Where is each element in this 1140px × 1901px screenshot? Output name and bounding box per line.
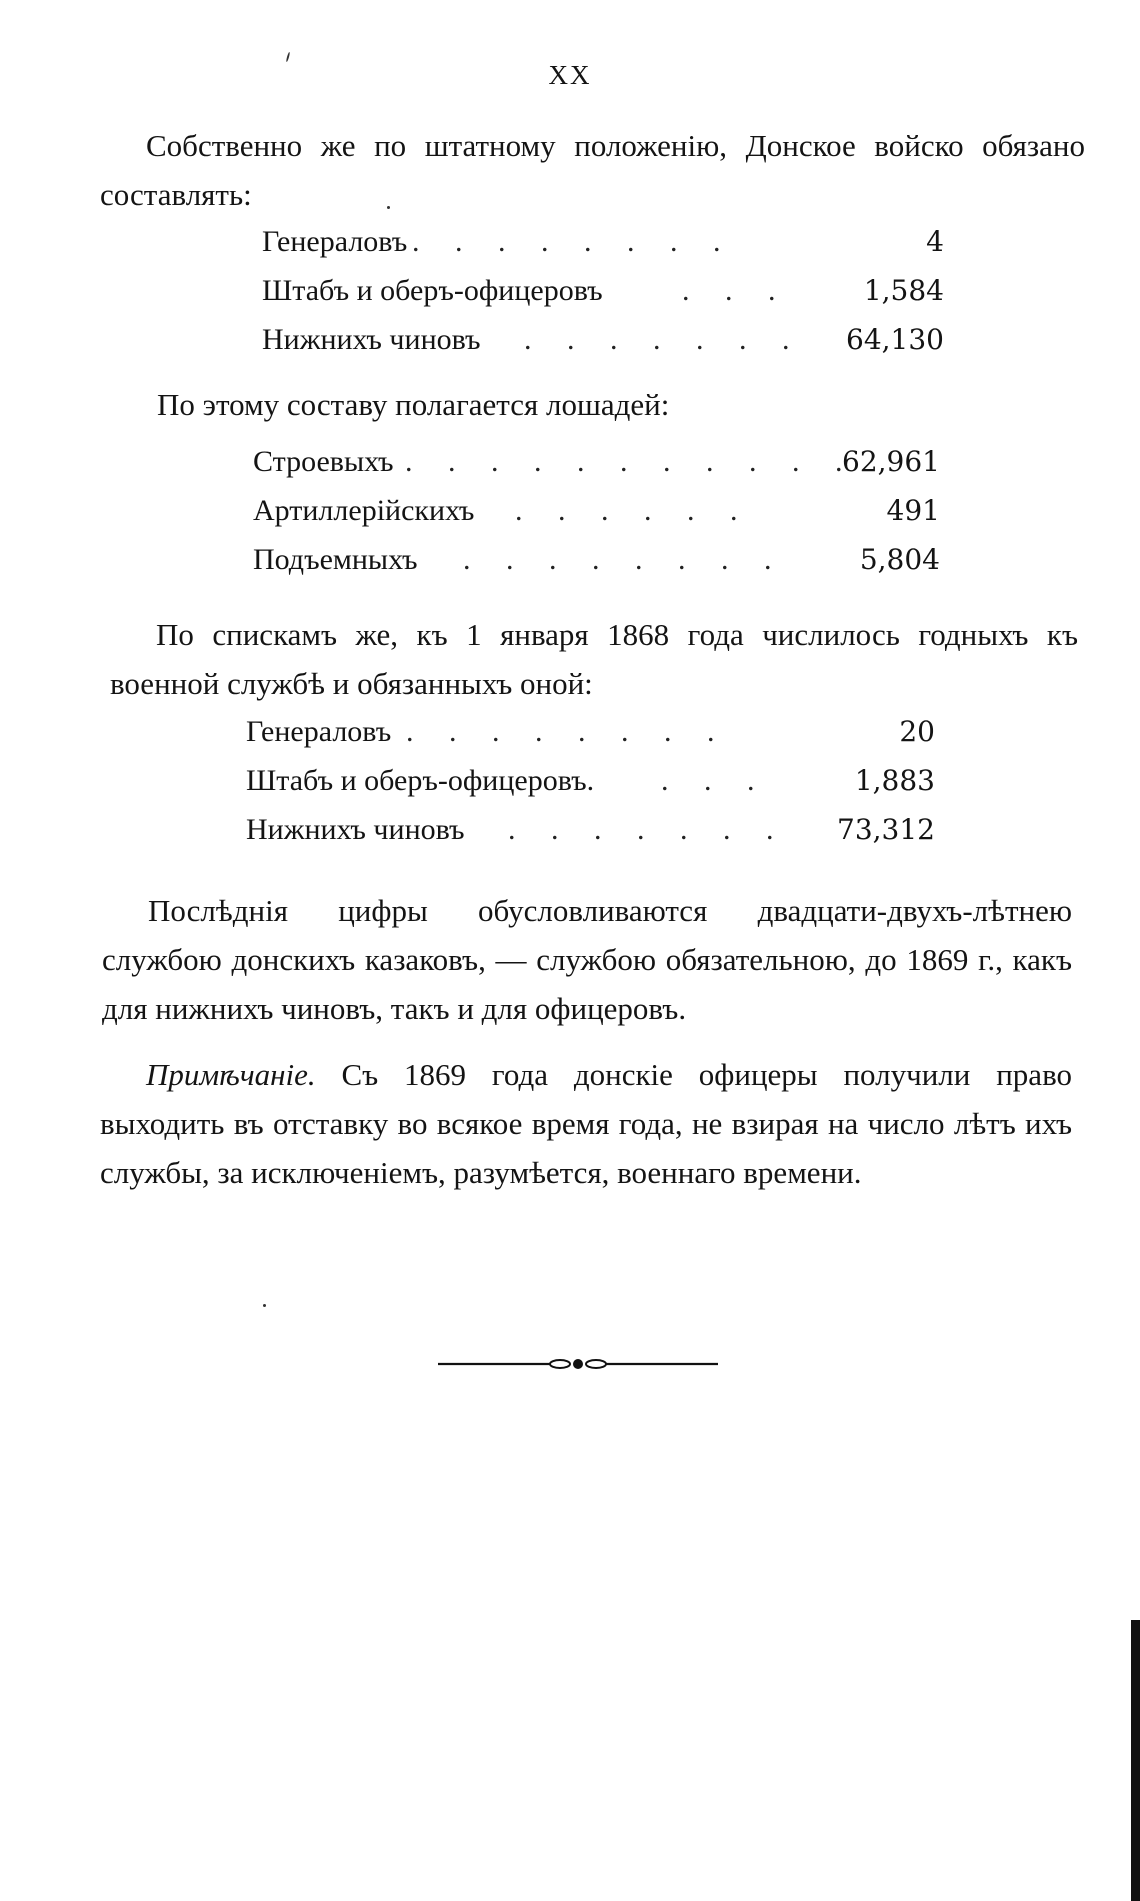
- row-label: Артиллерійскихъ: [253, 494, 475, 527]
- row-value: 4: [926, 225, 944, 258]
- horses-intro: По этому составу полагается лошадей:: [157, 387, 670, 422]
- last-figures-paragraph: Послѣднія цифры обусловливаются двадцати-двухъ-лѣтнею службою донскихъ казаковъ, — службою обязательною, до 1869 г., какъ для нижнихъ чиновъ, такъ и для офицеровъ.: [102, 893, 1072, 1026]
- page-number: XX: [548, 60, 592, 90]
- strength-intro: Собственно же по штатному положенію, Донское войско обязано составлять:: [100, 128, 1085, 212]
- horses-table: [253, 445, 940, 575]
- strength-table: [262, 225, 944, 355]
- leader-dots: . . . . . . .: [524, 323, 804, 356]
- row-label: Генераловъ: [246, 715, 392, 748]
- table-row: [253, 445, 940, 485]
- row-value: 62,961: [842, 445, 940, 478]
- lists-table: [246, 715, 935, 845]
- lists-intro: По спискамъ же, къ 1 января 1868 года числилось годныхъ къ военной службѣ и обязанныхъ оной:: [110, 617, 1078, 701]
- note-text: Съ 1869 года донскіе офицеры получили право выходить въ отставку во всякое время года, не взирая на число лѣтъ ихъ службы, за исключеніемъ, разумѣется, военнаго времени.: [100, 1057, 1072, 1190]
- row-label: Подъемныхъ: [253, 543, 418, 576]
- row-label: Штабъ и оберъ-офицеровъ.: [246, 764, 595, 797]
- ornament-divider: [438, 1353, 718, 1375]
- row-value: 1,883: [854, 764, 935, 797]
- table-row: [246, 715, 935, 755]
- row-value: 20: [899, 715, 935, 748]
- row-label: Штабъ и оберъ-офицеровъ: [262, 274, 603, 307]
- leader-dots: . . . . . . . .: [406, 715, 729, 748]
- table-row: [246, 813, 935, 853]
- leader-dots: . . . . . . .: [508, 813, 788, 846]
- table-row: [262, 225, 944, 265]
- table-row: [253, 494, 940, 534]
- row-value: 491: [886, 494, 940, 527]
- row-value: 5,804: [859, 543, 940, 576]
- table-row: [246, 764, 935, 804]
- leader-dots: . . . . . . . . . . .: [405, 445, 857, 478]
- row-label: Генераловъ: [262, 225, 408, 258]
- scan-edge-shadow: [1131, 1620, 1140, 1901]
- ink-speck: [263, 1304, 266, 1307]
- leader-dots: . . . . . . . .: [463, 543, 786, 576]
- table-row: [262, 274, 944, 314]
- leader-dots: . . .: [661, 764, 769, 797]
- row-label: Нижнихъ чиновъ: [262, 323, 481, 356]
- leader-dots: . . .: [682, 274, 790, 307]
- row-value: 1,584: [863, 274, 944, 307]
- table-row: [253, 543, 940, 583]
- row-label: Строевыхъ: [253, 445, 394, 478]
- note-label: Примѣчаніе.: [146, 1057, 316, 1092]
- leader-dots: . . . . . . . .: [412, 225, 735, 258]
- ink-speck: [387, 206, 390, 209]
- row-value: 64,130: [846, 323, 944, 356]
- note-paragraph: [100, 1050, 1072, 1197]
- row-value: 73,312: [837, 813, 935, 846]
- leader-dots: . . . . . .: [515, 494, 752, 527]
- row-label: Нижнихъ чиновъ: [246, 813, 465, 846]
- table-row: [262, 323, 944, 363]
